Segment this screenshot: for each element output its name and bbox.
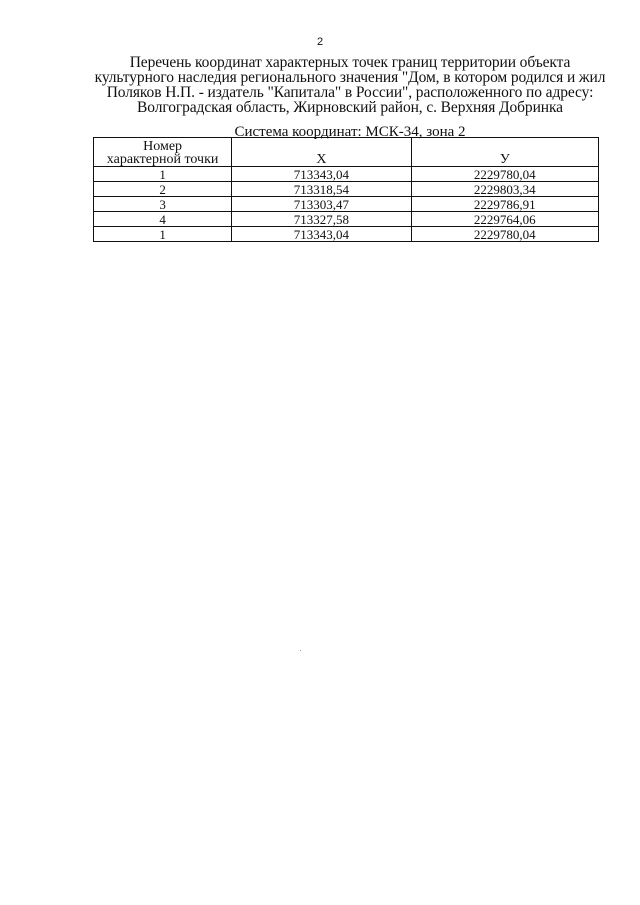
cell-point: 2: [94, 182, 232, 197]
cell-y: 2229803,34: [411, 182, 598, 197]
table-row: [94, 212, 599, 227]
table-header-row: [94, 138, 599, 167]
cell-x: 713343,04: [232, 227, 411, 242]
cell-y: 2229780,04: [411, 227, 598, 242]
cell-y: 2229780,04: [411, 167, 598, 182]
title-line: Перечень координат характерных точек границ территории объекта: [129, 54, 571, 71]
title-line: культурного наследия регионального значения "Дом, в котором родился и жил: [94, 69, 606, 86]
cell-point: 1: [94, 227, 232, 242]
header-y: У: [411, 138, 598, 167]
cell-x: 713303,47: [232, 197, 411, 212]
cell-point: 1: [94, 167, 232, 182]
header-point-line1: Номер: [143, 139, 183, 154]
table-row: [94, 197, 599, 212]
table-row: [94, 167, 599, 182]
coordinate-system-label: Система координат: МСК-34, зона 2: [234, 124, 466, 140]
document-title: [60, 55, 640, 115]
cell-y: 2229764,06: [411, 212, 598, 227]
cell-point: 4: [94, 212, 232, 227]
title-line: Поляков Н.П. - издатель "Капитала" в России", расположенного по адресу:: [106, 84, 594, 101]
header-point-line2: характерной точки: [106, 152, 219, 167]
header-x: Х: [232, 138, 411, 167]
cell-y: 2229786,91: [411, 197, 598, 212]
cell-x: 713327,58: [232, 212, 411, 227]
cell-x: 713343,04: [232, 167, 411, 182]
coordinates-table: [93, 137, 599, 242]
page-number: 2: [316, 36, 324, 48]
title-line: Волгоградская область, Жирновский район, с. Верхняя Добринка: [137, 99, 563, 116]
scan-speck: [300, 650, 301, 651]
cell-point: 3: [94, 197, 232, 212]
cell-x: 713318,54: [232, 182, 411, 197]
table-row: [94, 182, 599, 197]
table-row: [94, 227, 599, 242]
header-point-number: [94, 138, 232, 167]
